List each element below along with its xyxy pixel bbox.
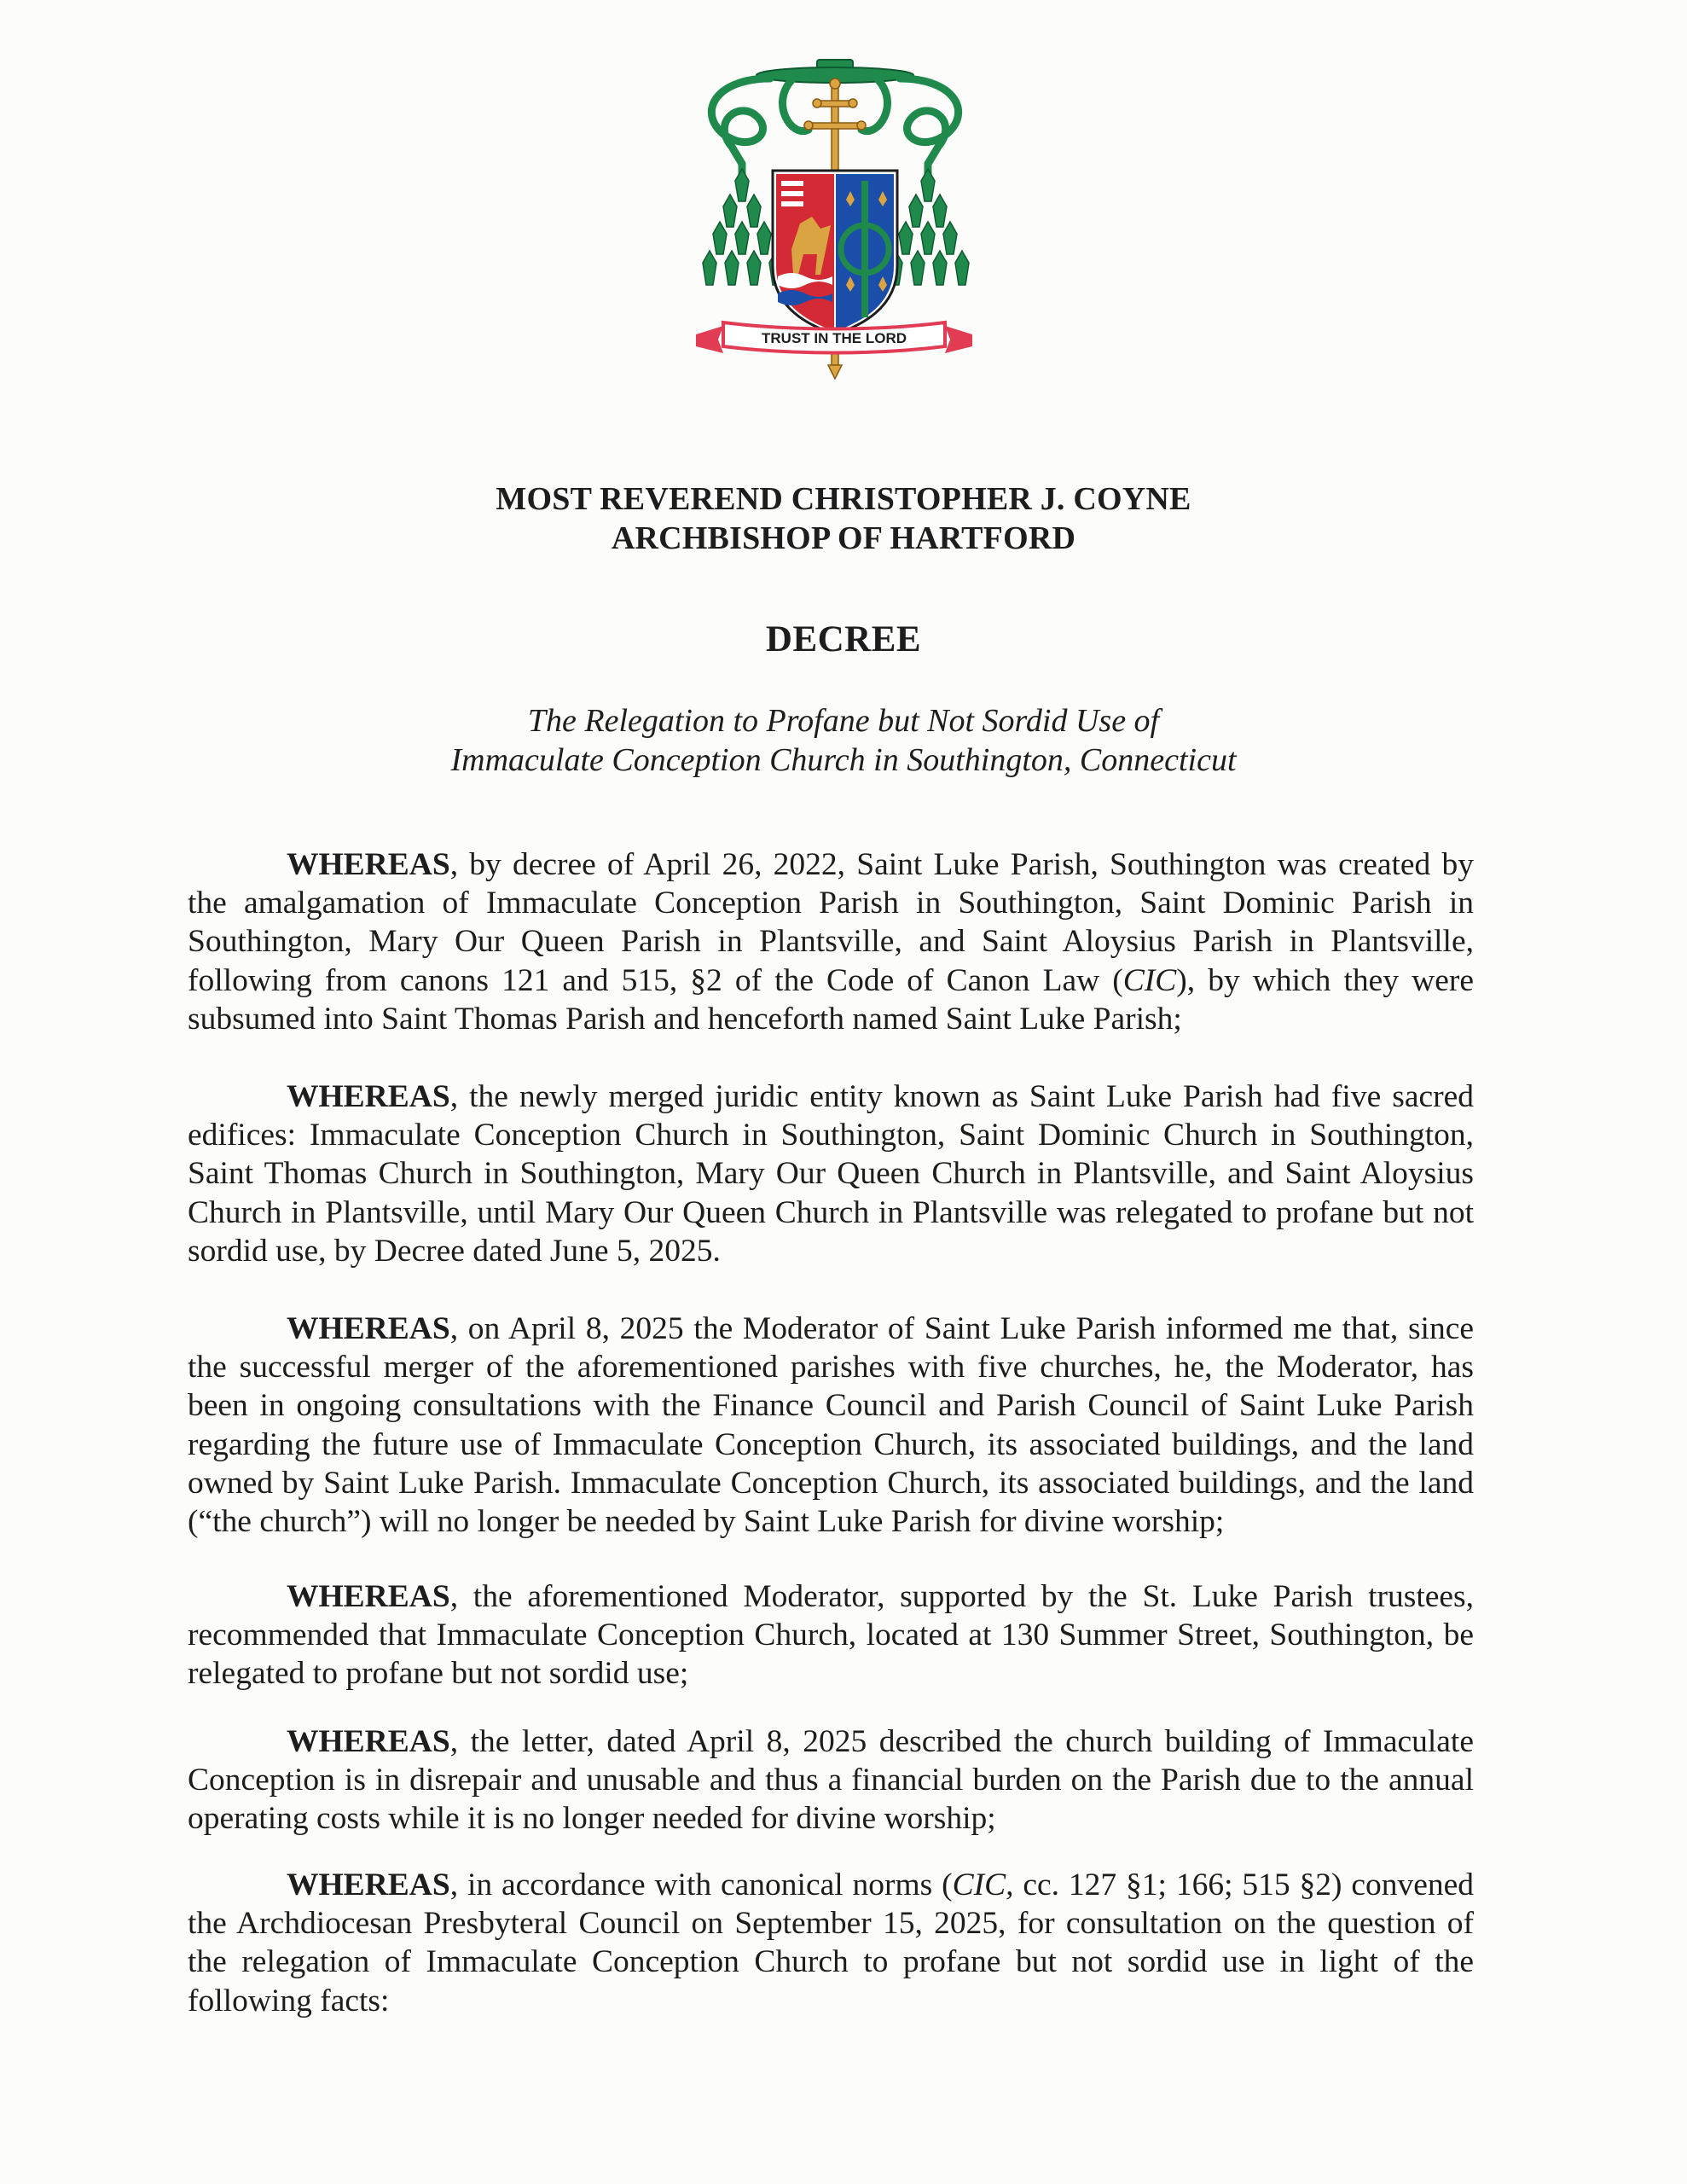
motto-text: TRUST IN THE LORD — [762, 330, 907, 346]
tassels-left-icon — [703, 169, 783, 285]
whereas-lead: WHEREAS — [287, 1724, 450, 1759]
paragraph-text: , the letter, dated April 8, 2025 described the church building of Immaculate Conception is in disrepair and unusable and thus a financial burden on the Parish due to the annual operating costs while it is no longer needed for divine worship; — [188, 1724, 1474, 1837]
paragraph-text: , by decree of April 26, 2022, Saint Luke Parish, Southington was created by the amalgamation of Immaculate Conception Parish in Southington, Saint Dominic Parish in Southington, Mary Our Queen Parish in Plantsville, and Saint Aloysius Parish in Plantsville, following from canons 121 and 515, §2 of the Code of Canon Law ( — [188, 847, 1474, 998]
paragraph-text: , in accordance with canonical norms ( — [449, 1867, 953, 1902]
whereas-lead: WHEREAS — [287, 847, 450, 882]
whereas-lead: WHEREAS — [287, 1867, 450, 1902]
whereas-paragraph-5 — [188, 1722, 1474, 1838]
paragraph-italic: CIC — [1122, 962, 1177, 998]
whereas-lead: WHEREAS — [287, 1079, 450, 1114]
whereas-lead: WHEREAS — [287, 1579, 450, 1614]
paragraph-text-continued: cc. 127 §1; 166; 515 §2) convened the Archdiocesan Presbyteral Council on September 15, 2025, for consultation on the question of the relegation of Immaculate Conception Church to profane but not sordid use in light of the following facts: — [188, 1867, 1475, 2018]
subtitle-line-2: Immaculate Conception Church in Southington, Connecticut — [450, 742, 1237, 778]
author-name: MOST REVEREND CHRISTOPHER J. COYNE — [496, 481, 1191, 517]
paragraph-text: , the newly merged juridic entity known as Saint Luke Parish had five sacred edifices: Immaculate Conception Church in Southington, Saint Dominic Church in Southington, Saint Thomas Church in Southington, Mary Our Queen Church in Plantsville, and Saint Aloysius Church in Plantsville, until Mary Our Queen Church in Plantsville was relegated to profane but not sordid use, by Decree dated June 5, 2025. — [188, 1079, 1474, 1269]
tassels-right-icon — [889, 169, 969, 285]
whereas-paragraph-6 — [188, 1866, 1474, 2020]
whereas-lead: WHEREAS — [287, 1311, 450, 1346]
paragraph-text: , on April 8, 2025 the Moderator of Saint Luke Parish informed me that, since the successful merger of the aforementioned parishes with five churches, he, the Moderator, has been in ongoing consultations with the Finance Council and Parish Council of Saint Luke Parish regarding the future use of Immaculate Conception Church, its associated buildings, and the land owned by Saint Luke Parish. Immaculate Conception Church, its associated buildings, and the land (“the church”) will no longer be needed by Saint Luke Parish for divine worship; — [188, 1311, 1474, 1540]
document-title: DECREE — [765, 619, 922, 659]
paragraph-text-continued: ), by which they were subsumed into Saint Thomas Parish and henceforth named Saint Luke Parish; — [188, 962, 1474, 1037]
author-title: ARCHBISHOP OF HARTFORD — [611, 520, 1076, 556]
subtitle-line-1: The Relegation to Profane but Not Sordid Use of — [527, 703, 1160, 739]
paragraph-text: , the aforementioned Moderator, supported by the St. Luke Parish trustees, recommended that Immaculate Conception Church, located at 130 Summer Street, Southington, be relegated to profane but not sordid use; — [188, 1579, 1474, 1692]
whereas-paragraph-2 — [188, 1077, 1474, 1270]
coat-of-arms-emblem — [689, 53, 979, 403]
shield-icon — [773, 171, 897, 334]
whereas-paragraph-4 — [188, 1577, 1474, 1693]
whereas-paragraph-3 — [188, 1310, 1474, 1541]
whereas-paragraph-1 — [188, 845, 1474, 1038]
paragraph-italic: CIC, — [952, 1867, 1014, 1902]
